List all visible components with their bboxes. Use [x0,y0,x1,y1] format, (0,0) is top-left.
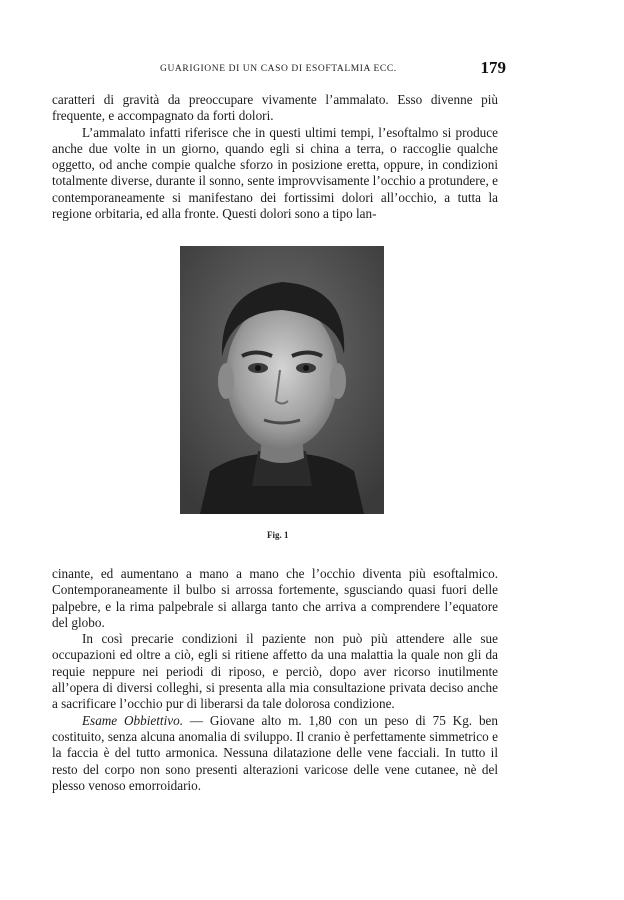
paragraph: cinante, ed aumentano a mano a mano che l’occhio diventa più esoftalmico. Contemporaneamente il bulbo si arrossa fortemente, sgusciando quasi fuori delle palpebre, e la rima palpebrale si allarga tanto che arriva a comprendere l’equatore del globo. [52,566,498,630]
page-number: 179 [480,58,506,77]
text-block-top [52,92,498,222]
figure-caption: Fig. 1 [267,530,289,540]
paragraph: L’ammalato infatti riferisce che in questi ultimi tempi, l’esoftalmo si produce anche due volte in un giorno, quando egli si china a terra, o raccoglie qualche oggetto, od anche compie qualche sforzo in posizione eretta, oppure, in condizioni totalmente diverse, durante il sonno, sente improvvisamente l’occhio a protundere, e contemporaneamente si manifestano dei fortissimi dolori all’occhio, a tutta la regione orbitaria, ed alla fronte. Questi dolori sono a tipo lan- [52,124,498,222]
paragraph: In così precarie condizioni il paziente non può più attendere alle sue occupazioni ed oltre a ciò, egli si ritiene affetto da una malattia la quale non gli da requie neppure nei periodi di riposo, e perciò, dopo aver ricorso inutilmente all’opera di diversi colleghi, si presenta alla mia consultazione privata deciso anche a sacrificare l’occhio pur di liberarsi da tale dolorosa condizione. [52,631,498,712]
exam-text: — Giovane alto m. 1,80 con un peso di 75 Kg. ben costituito, senza alcuna anomalia di sviluppo. Il cranio è perfettamente simmetrico e la faccia è del tutto armonica. Nessuna dilatazione delle vene facciali. In tutto il resto del corpo non sono presenti alterazioni varicose delle vene cutanee, nè del plesso venoso emorroidario. [52,712,498,793]
patient-portrait-photo [180,246,384,514]
page-header [60,58,510,84]
running-title: GUARIGIONE DI UN CASO DI ESOFTALMIA ECC. [160,64,397,74]
exam-paragraph [52,713,498,794]
portrait-illustration [180,246,384,514]
exam-heading: Esame Obbiettivo. [82,712,183,728]
text-block-bottom [52,566,498,794]
paragraph: caratteri di gravità da preoccupare vivamente l’ammalato. Esso divenne più frequente, e accompagnato da forti dolori. [52,92,498,124]
